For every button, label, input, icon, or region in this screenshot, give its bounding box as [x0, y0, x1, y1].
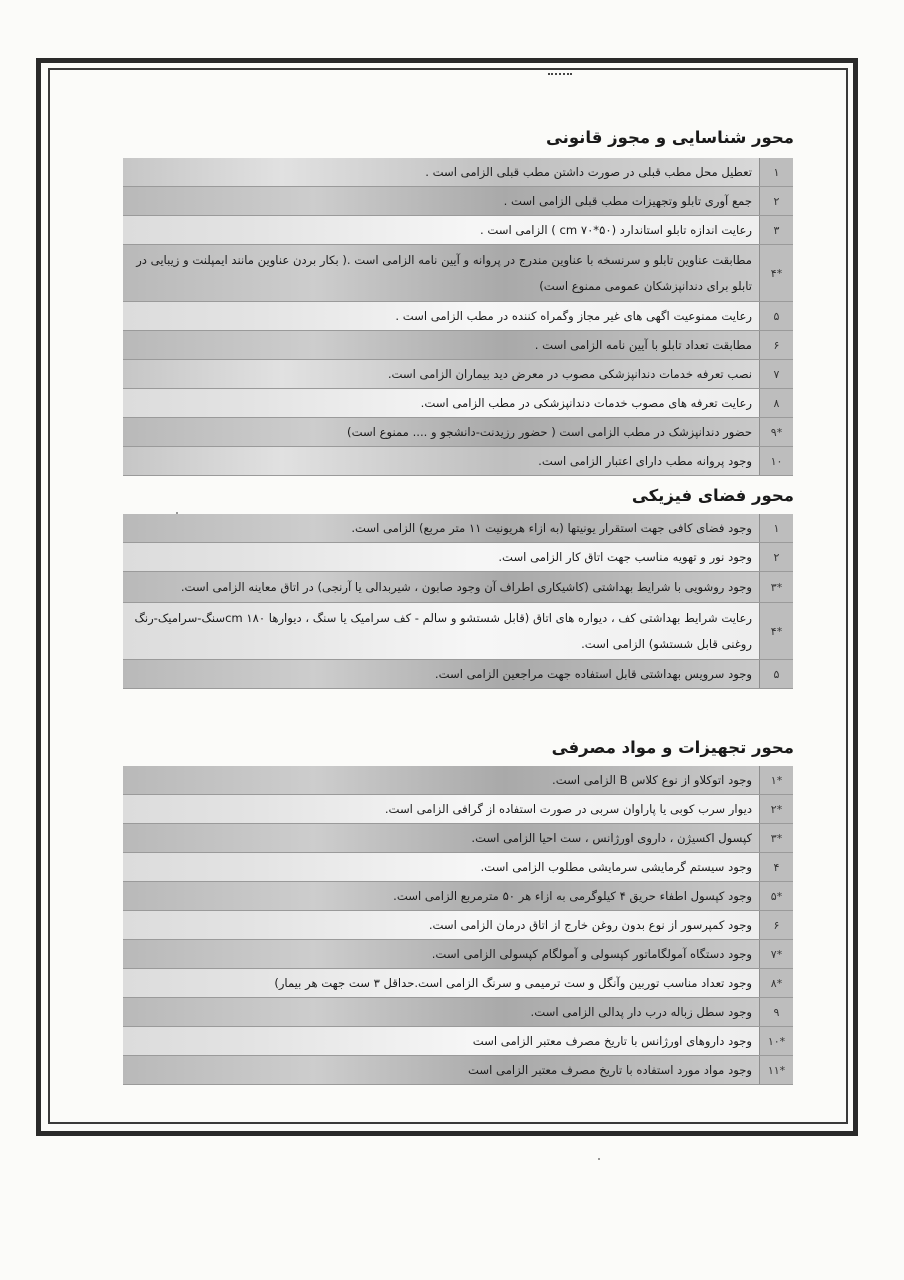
table-row: [123, 418, 793, 447]
row-number: *۵: [759, 882, 793, 910]
row-text: وجود تعداد مناسب توربین وآنگل و ست ترمیمی و سرنگ الزامی است.حداقل ۳ ست جهت هر بیمار): [123, 969, 759, 997]
row-text: وجود دستگاه آمولگاماتور کپسولی و آمولگام کپسولی الزامی است.: [123, 940, 759, 968]
row-number: ۱: [759, 158, 793, 186]
table-row: [123, 824, 793, 853]
row-text: رعایت اندازه تابلو استاندارد (cm ۷۰*۵۰ ) الزامی است .: [123, 216, 759, 244]
table-row: [123, 447, 793, 476]
scan-speck: [598, 1158, 600, 1160]
row-number: ۲: [759, 543, 793, 571]
row-text: وجود اتوکلاو از نوع کلاس B الزامی است.: [123, 766, 759, 794]
row-number: ۷: [759, 360, 793, 388]
row-number: *۲: [759, 795, 793, 823]
table-row: [123, 969, 793, 998]
row-text: وجود سیستم گرمایشی سرمایشی مطلوب الزامی است.: [123, 853, 759, 881]
row-number: ۵: [759, 660, 793, 688]
row-text: وجود فضای کافی جهت استقرار یونیتها (به ازاء هریونیت ۱۱ متر مربع) الزامی است.: [123, 514, 759, 542]
table-row: [123, 660, 793, 689]
table-row: [123, 245, 793, 302]
row-number: ۹: [759, 998, 793, 1026]
row-number: *۴: [759, 603, 793, 659]
row-text: دیوار سرب کوبی یا پاراوان سربی در صورت استفاده از گرافی الزامی است.: [123, 795, 759, 823]
table-row: [123, 940, 793, 969]
row-number: *۳: [759, 824, 793, 852]
row-text: تعطیل محل مطب قبلی در صورت داشتن مطب قبلی الزامی است .: [123, 158, 759, 186]
table-row: [123, 158, 793, 187]
row-text: وجود کپسول اطفاء حریق ۴ کیلوگرمی به ازاء هر ۵۰ مترمربع الزامی است.: [123, 882, 759, 910]
table-row: [123, 543, 793, 572]
row-text: مطابقت عناوین تابلو و سرنسخه با عناوین مندرج در پروانه و آیین نامه الزامی است .( بکار بردن عناوین مانند ایمپلنت و زیبایی در تابلو برای دندانپزشکان عمومی ممنوع است): [123, 245, 759, 301]
row-text: جمع آوری تابلو وتجهیزات مطب قبلی الزامی است .: [123, 187, 759, 215]
row-text: رعایت شرایط بهداشتی کف ، دیواره های اتاق (قابل شستشو و سالم - کف سرامیک یا سنگ ، دیوارها ۱۸۰ cmسنگ-سرامیک-رنگ روغنی قابل شستشو) الزامی است.: [123, 603, 759, 659]
scan-mark: [548, 73, 572, 78]
table-row: [123, 603, 793, 660]
row-text: وجود پروانه مطب دارای اعتبار الزامی است.: [123, 447, 759, 475]
row-text: رعایت تعرفه های مصوب خدمات دندانپزشکی در مطب الزامی است.: [123, 389, 759, 417]
table-row: [123, 795, 793, 824]
row-number: *۱: [759, 766, 793, 794]
row-number: ۴: [759, 853, 793, 881]
row-number: ۱۰: [759, 447, 793, 475]
row-text: وجود کمپرسور از نوع بدون روغن خارج از اتاق درمان الزامی است.: [123, 911, 759, 939]
row-number: *۴: [759, 245, 793, 301]
row-number: ۲: [759, 187, 793, 215]
row-number: *۱۱: [759, 1056, 793, 1084]
section-title: محور شناسایی و مجوز قانونی: [545, 128, 794, 147]
row-number: ۵: [759, 302, 793, 330]
checklist-table: [123, 158, 793, 476]
table-row: [123, 187, 793, 216]
row-number: ۶: [759, 911, 793, 939]
table-row: [123, 331, 793, 360]
row-text: نصب تعرفه خدمات دندانپزشکی مصوب در معرض دید بیماران الزامی است.: [123, 360, 759, 388]
row-text: وجود سرویس بهداشتی قابل استفاده جهت مراجعین الزامی است.: [123, 660, 759, 688]
table-row: [123, 1056, 793, 1085]
row-text: وجود روشویی با شرایط بهداشتی (کاشیکاری اطراف آن وجود صابون ، شیربدالی یا آرنجی) در اتاق معاینه الزامی است.: [123, 572, 759, 602]
table-row: [123, 389, 793, 418]
row-number: ۸: [759, 389, 793, 417]
row-number: *۸: [759, 969, 793, 997]
row-number: *۱۰: [759, 1027, 793, 1055]
table-row: [123, 853, 793, 882]
table-row: [123, 1027, 793, 1056]
table-row: [123, 882, 793, 911]
row-number: ۶: [759, 331, 793, 359]
row-number: ۳: [759, 216, 793, 244]
row-text: وجود داروهای اورژانس با تاریخ مصرف معتبر الزامی است: [123, 1027, 759, 1055]
table-row: [123, 766, 793, 795]
section-title: محور فضای فیزیکی: [631, 486, 794, 505]
row-text: وجود سطل زباله درب دار پدالی الزامی است.: [123, 998, 759, 1026]
table-row: [123, 572, 793, 603]
row-text: رعایت ممنوعیت اگهی های غیر مجاز وگمراه کننده در مطب الزامی است .: [123, 302, 759, 330]
table-row: [123, 302, 793, 331]
row-text: وجود مواد مورد استفاده با تاریخ مصرف معتبر الزامی است: [123, 1056, 759, 1084]
checklist-table: [123, 514, 793, 689]
row-text: حضور دندانپزشک در مطب الزامی است ( حضور رزیدنت-دانشجو و .... ممنوع است): [123, 418, 759, 446]
checklist-table: [123, 766, 793, 1085]
row-text: کپسول اکسیژن ، داروی اورژانس ، ست احیا الزامی است.: [123, 824, 759, 852]
table-row: [123, 998, 793, 1027]
row-text: مطابقت تعداد تابلو با آیین نامه الزامی است .: [123, 331, 759, 359]
table-row: [123, 911, 793, 940]
table-row: [123, 216, 793, 245]
section-title: محور تجهیزات و مواد مصرفی: [551, 738, 794, 757]
row-number: *۳: [759, 572, 793, 602]
row-text: وجود نور و تهویه مناسب جهت اتاق کار الزامی است.: [123, 543, 759, 571]
row-number: ۱: [759, 514, 793, 542]
row-number: *۷: [759, 940, 793, 968]
row-number: *۹: [759, 418, 793, 446]
table-row: [123, 360, 793, 389]
table-row: [123, 514, 793, 543]
